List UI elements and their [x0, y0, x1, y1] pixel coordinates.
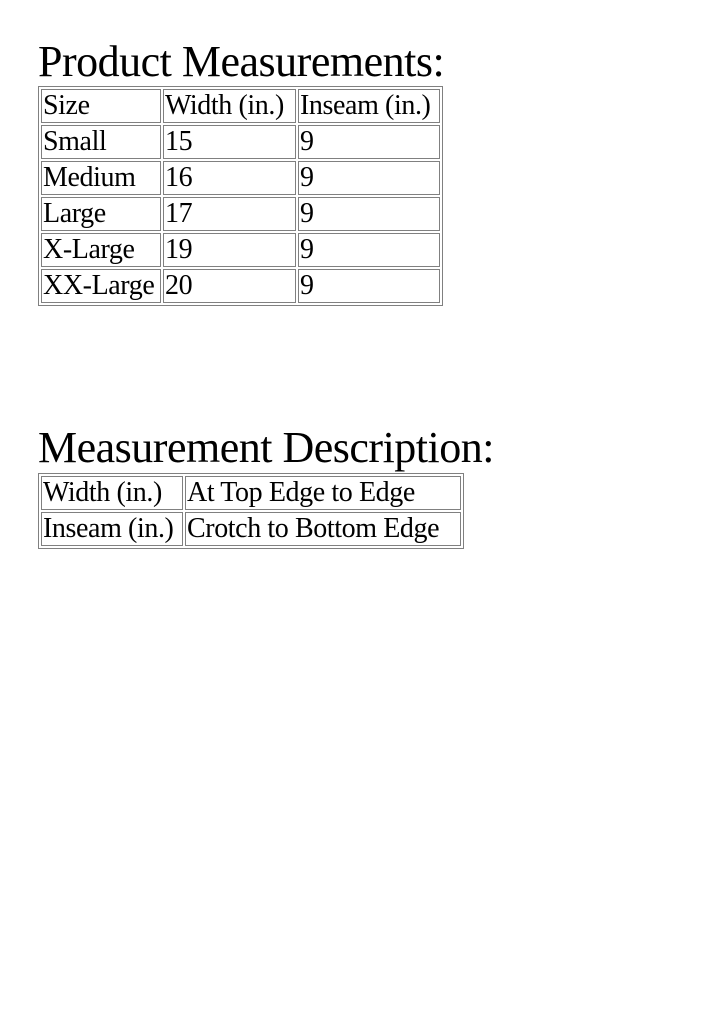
- inseam-cell: 9: [298, 161, 440, 195]
- width-cell: 17: [163, 197, 296, 231]
- size-cell: XX-Large: [41, 269, 161, 303]
- inseam-cell: 9: [298, 125, 440, 159]
- measurement-description-table: [38, 473, 464, 549]
- size-cell: Large: [41, 197, 161, 231]
- inseam-cell: 9: [298, 233, 440, 267]
- table-row: [41, 233, 440, 267]
- table-row: [41, 269, 440, 303]
- table-header-row: [41, 89, 440, 123]
- measurement-name-cell: Width (in.): [41, 476, 183, 510]
- width-cell: 16: [163, 161, 296, 195]
- size-cell: Small: [41, 125, 161, 159]
- table-row: [41, 161, 440, 195]
- header-cell-inseam: Inseam (in.): [298, 89, 440, 123]
- width-cell: 19: [163, 233, 296, 267]
- table-row: [41, 476, 461, 510]
- product-measurements-table: [38, 86, 443, 306]
- width-cell: 20: [163, 269, 296, 303]
- measurement-description-title: Measurement Description:: [38, 423, 494, 472]
- size-cell: X-Large: [41, 233, 161, 267]
- header-cell-size: Size: [41, 89, 161, 123]
- table-row: [41, 512, 461, 546]
- inseam-cell: 9: [298, 269, 440, 303]
- width-cell: 15: [163, 125, 296, 159]
- table-row: [41, 197, 440, 231]
- measurement-description-cell: Crotch to Bottom Edge: [185, 512, 461, 546]
- inseam-cell: 9: [298, 197, 440, 231]
- product-measurements-title: Product Measurements:: [38, 37, 445, 86]
- header-cell-width: Width (in.): [163, 89, 296, 123]
- measurement-description-cell: At Top Edge to Edge: [185, 476, 461, 510]
- size-cell: Medium: [41, 161, 161, 195]
- table-row: [41, 125, 440, 159]
- measurement-name-cell: Inseam (in.): [41, 512, 183, 546]
